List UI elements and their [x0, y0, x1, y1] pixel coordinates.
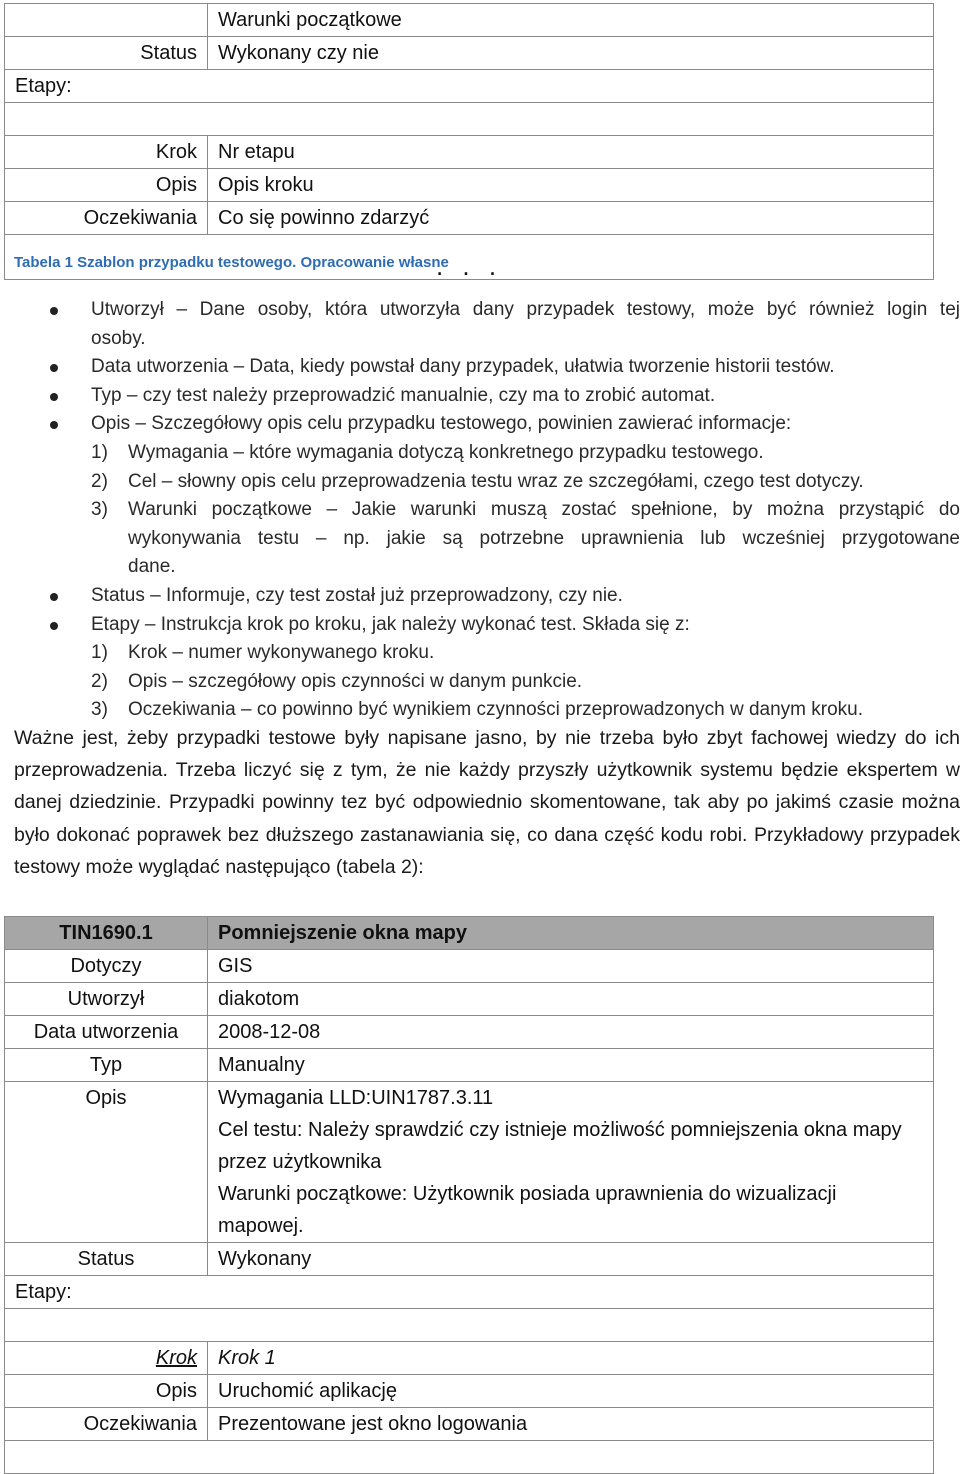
sub-list-item: [0, 639, 960, 668]
row-label: Opis: [5, 1375, 208, 1408]
table-row: [5, 1276, 934, 1309]
sub-list-item: [0, 496, 960, 525]
test-title: Pomniejszenie okna mapy: [208, 917, 934, 950]
table-row: [5, 1049, 934, 1082]
sub-item-text: Cel – słowny opis celu przeprowadzenia testu wraz ze szczegółami, czego test dotyczy.: [128, 470, 864, 492]
example-test-case-table: [4, 916, 934, 1474]
bullet-icon: [50, 364, 58, 372]
list-item: [0, 611, 960, 640]
list-item: [0, 296, 960, 325]
empty-cell: [5, 103, 934, 136]
table-row: [5, 70, 934, 103]
row-value: Uruchomić aplikację: [208, 1375, 934, 1408]
row-label: Data utworzenia: [5, 1016, 208, 1049]
row-value: Co się powinno zdarzyć: [208, 202, 934, 235]
row-value: 2008-12-08: [208, 1016, 934, 1049]
opis-goal: Cel testu: Należy sprawdzić czy istnieje możliwość pomniejszenia okna mapy przez użytkownika: [218, 1119, 902, 1173]
sub-list-item-continued: [0, 553, 960, 582]
list-item-text: osoby.: [91, 327, 146, 349]
sub-item-text: Wymagania – które wymagania dotyczą konkretnego przypadku testowego.: [128, 442, 764, 463]
list-item-continued: [0, 325, 960, 354]
sub-list-item: [0, 468, 960, 497]
bullet-icon: [50, 307, 58, 315]
row-label: Status: [5, 37, 208, 70]
opis-preconditions: Warunki początkowe: Użytkownik posiada uprawnienia do wizualizacji mapowej.: [218, 1183, 837, 1237]
table-row: [5, 1408, 934, 1441]
table-row: [5, 37, 934, 70]
table-header-row: [5, 917, 934, 950]
table-row: [5, 169, 934, 202]
sub-list-item: [0, 439, 960, 468]
list-item: [0, 410, 960, 439]
bullet-icon: [50, 421, 58, 429]
list-item-text: Typ – czy test należy przeprowadzić manualnie, czy ma to zrobić automat.: [91, 384, 716, 406]
sub-item-number: 1): [91, 442, 108, 463]
table-row: [5, 983, 934, 1016]
row-label: Opis: [5, 169, 208, 202]
template-table: [4, 3, 934, 280]
sub-item-number: 2): [91, 470, 108, 492]
table-row: [5, 1375, 934, 1408]
table-row: [5, 136, 934, 169]
row-label: Typ: [5, 1049, 208, 1082]
row-label: [5, 4, 208, 37]
row-value: diakotom: [208, 983, 934, 1016]
table-row: [5, 1342, 934, 1375]
row-label: Oczekiwania: [5, 1408, 208, 1441]
sub-item-number: 2): [91, 670, 108, 692]
etapy-label: Etapy:: [5, 1276, 934, 1309]
row-label: Utworzył: [5, 983, 208, 1016]
list-item: [0, 353, 960, 382]
etapy-label: Etapy:: [5, 70, 934, 103]
row-value: GIS: [208, 950, 934, 983]
list-item-text: Data utworzenia – Data, kiedy powstał dany przypadek, ułatwia tworzenie historii testów.: [91, 356, 835, 378]
sub-item-text: Krok – numer wykonywanego kroku.: [128, 642, 435, 664]
row-label: Status: [5, 1243, 208, 1276]
row-label: Opis: [5, 1082, 208, 1243]
row-label: Krok: [5, 1342, 208, 1375]
sub-list-item-continued: [0, 525, 960, 554]
sub-item-text: Opis – szczegółowy opis czynności w danym punkcie.: [128, 670, 583, 692]
row-value: Wykonany: [208, 1243, 934, 1276]
sub-item-text: dane.: [128, 556, 176, 578]
table-row: [5, 202, 934, 235]
table-row: [5, 4, 934, 37]
sub-item-number: 3): [91, 499, 108, 521]
list-item: [0, 582, 960, 611]
bullet-icon: [50, 593, 58, 601]
sub-item-number: 1): [91, 642, 108, 664]
sub-list-item: [0, 668, 960, 697]
row-value: Prezentowane jest okno logowania: [208, 1408, 934, 1441]
row-label: Oczekiwania: [5, 202, 208, 235]
table-row: [5, 1441, 934, 1474]
table-row: [5, 1082, 934, 1243]
list-item: [0, 382, 960, 411]
ellipsis: . . .: [5, 235, 934, 280]
table-row: [5, 950, 934, 983]
empty-cell: [5, 1309, 934, 1342]
list-item-text: Opis – Szczegółowy opis celu przypadku testowego, powinien zawierać informacje:: [91, 413, 792, 435]
row-value: Warunki początkowe: [208, 4, 934, 37]
sub-item-number: 3): [91, 699, 108, 721]
row-value: Wykonany czy nie: [208, 37, 934, 70]
row-label: Krok: [5, 136, 208, 169]
row-value: Manualny: [208, 1049, 934, 1082]
table-row: [5, 103, 934, 136]
table-row: [5, 1243, 934, 1276]
test-id: TIN1690.1: [5, 917, 208, 950]
table-caption: Tabela 1 Szablon przypadku testowego. Opracowanie własne: [14, 254, 449, 271]
row-value: Krok 1: [208, 1342, 934, 1375]
list-item-text: Utworzył – Dane osoby, która utworzyła dany przypadek testowy, może być również login tej: [91, 299, 960, 320]
row-value: [208, 1082, 934, 1243]
sub-item-text: Oczekiwania – co powinno być wynikiem czynności przeprowadzonych w danym kroku.: [128, 699, 863, 721]
sub-item-text: wykonywania testu – np. jakie są potrzebne uprawnienia lub wcześniej przygotowane: [128, 527, 960, 549]
sub-item-text: Warunki początkowe – Jakie warunki muszą zostać spełnione, by można przystąpić do: [128, 499, 960, 521]
table-row: [5, 1309, 934, 1342]
opis-requirements: Wymagania LLD:UIN1787.3.11: [218, 1087, 494, 1109]
list-item-text: Etapy – Instrukcja krok po kroku, jak należy wykonać test. Składa się z:: [91, 613, 690, 635]
empty-cell: [5, 1441, 934, 1474]
bullet-icon: [50, 393, 58, 401]
table-row: [5, 1016, 934, 1049]
list-item-text: Status – Informuje, czy test został już przeprowadzony, czy nie.: [91, 585, 623, 606]
row-label: Dotyczy: [5, 950, 208, 983]
body-paragraph: Ważne jest, żeby przypadki testowe były napisane jasno, by nie trzeba było zbyt fachowej wiedzy do ich przeprowadzenia. Trzeba liczyć się z tym, że nie każdy przyszły użytkownik systemu będzie ekspertem w danej dziedzinie. Przypadki powinny tez być odpowiednio skomentowane, tak aby po jakimś czasie można było dokonać poprawek bez dłuższego zastanawiania się, co dana część kodu robi. Przykładowy przypadek testowy może wyglądać następująco (tabela 2):: [14, 727, 960, 878]
row-value: Nr etapu: [208, 136, 934, 169]
bullet-icon: [50, 622, 58, 630]
row-value: Opis kroku: [208, 169, 934, 202]
